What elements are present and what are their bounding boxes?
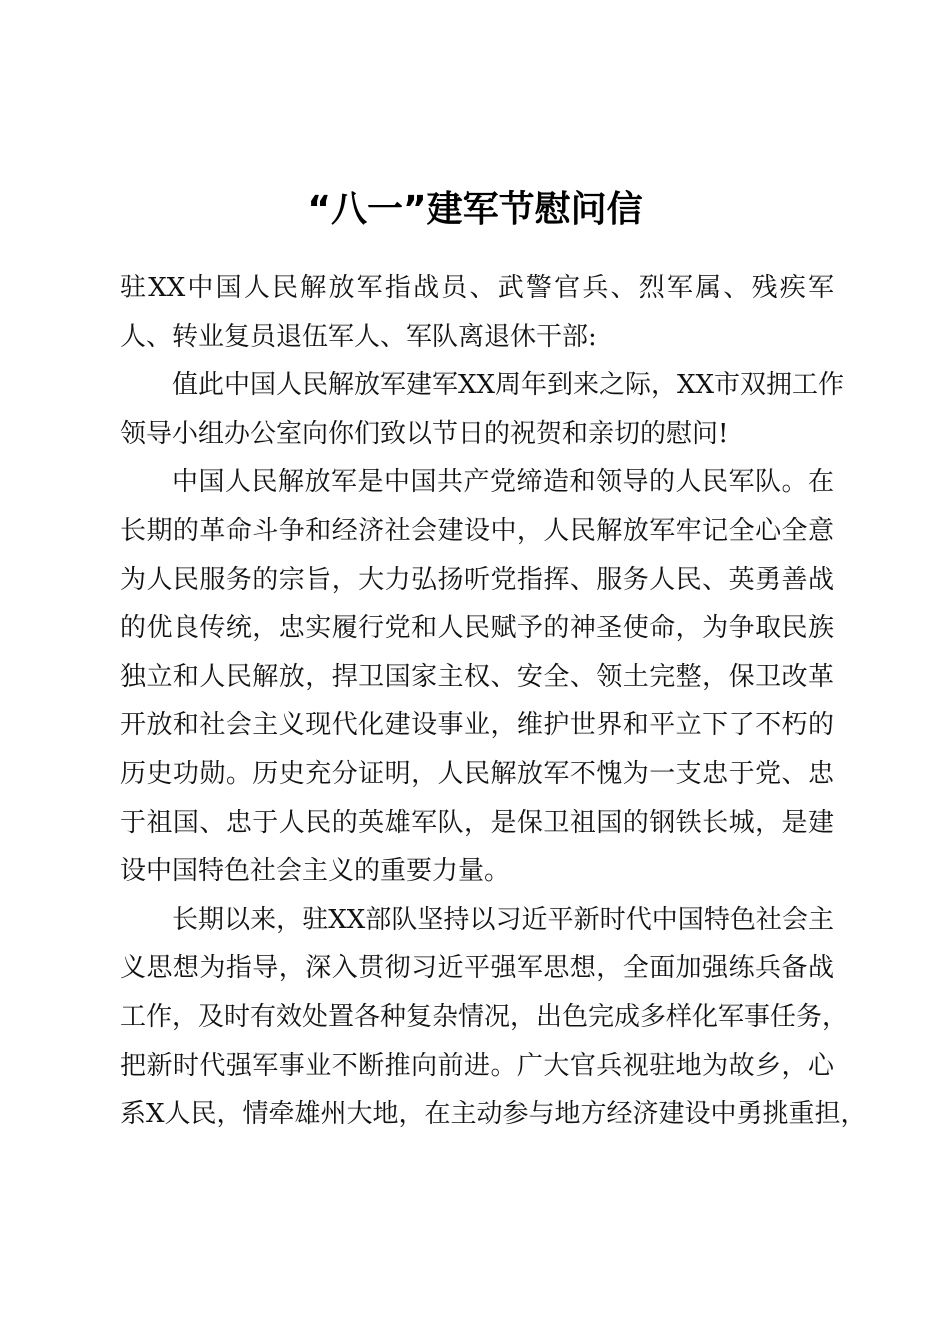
paragraph-3-line-5: 系X人民，情牵雄州大地，在主动参与地方经济建设中勇挑重担， — [120, 1099, 867, 1130]
letter-body — [120, 264, 867, 1139]
paragraph-3-line-3: 工作，及时有效处置各种复杂情况，出色完成多样化军事任务， — [120, 1001, 849, 1032]
paragraph-2-line-3: 为人民服务的宗旨，大力弘扬听党指挥、服务人民、英勇善战 — [120, 564, 834, 595]
paragraph-2-line-9: 设中国特色社会主义的重要力量。 — [120, 856, 511, 887]
paragraph-3-line-4: 把新时代强军事业不断推向前进。广大官兵视驻地为故乡，心 — [120, 1050, 834, 1081]
paragraph-3-line-1: 长期以来，驻XX部队坚持以习近平新时代中国特色社会主 — [172, 904, 834, 935]
paragraph-2-line-5: 独立和人民解放，捍卫国家主权、安全、领土完整，保卫改革 — [120, 661, 834, 692]
paragraph-1-line-2: 领导小组办公室向你们致以节日的祝贺和亲切的慰问! — [120, 418, 729, 449]
salutation-line-2: 人、转业复员退伍军人、军队离退休干部: — [120, 321, 597, 352]
paragraph-2-line-4: 的优良传统，忠实履行党和人民赋予的神圣使命，为争取民族 — [120, 613, 834, 644]
paragraph-2-line-2: 长期的革命斗争和经济社会建设中，人民解放军牢记全心全意 — [120, 515, 834, 546]
paragraph-2-line-1: 中国人民解放军是中国共产党缔造和领导的人民军队。在 — [172, 467, 834, 498]
paragraph-2-line-6: 开放和社会主义现代化建设事业，维护世界和平立下了不朽的 — [120, 710, 834, 741]
paragraph-2-line-7: 历史功勋。历史充分证明，人民解放军不愧为一支忠于党、忠 — [120, 758, 834, 789]
letter-title: “八一”建军节慰问信 — [307, 189, 643, 230]
salutation-line-1: 驻XX中国人民解放军指战员、武警官兵、烈军属、残疾军 — [120, 273, 834, 303]
paragraph-2-line-8: 于祖国、忠于人民的英雄军队，是保卫祖国的钢铁长城，是建 — [120, 807, 834, 838]
paragraph-1-line-1: 值此中国人民解放军建军XX周年到来之际，XX市双拥工作 — [172, 370, 845, 401]
paragraph-3-line-2: 义思想为指导，深入贯彻习近平强军思想，全面加强练兵备战 — [120, 953, 834, 984]
